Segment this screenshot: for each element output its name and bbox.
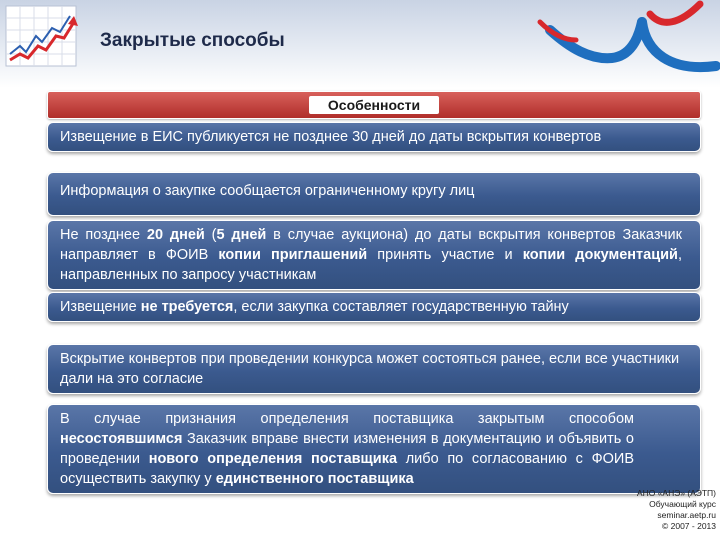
- item-text-segment: Информация о закупке сообщается ограниченному кругу лиц: [60, 183, 475, 199]
- item-text-segment: Не позднее: [60, 227, 147, 243]
- item-text-segment: Заказчик вправе внести изменения в документацию и объявить о проведении: [60, 431, 634, 467]
- feature-item-text: [60, 181, 682, 201]
- emphasis-text: копии документаций: [522, 247, 678, 263]
- feature-item-text: [60, 225, 682, 285]
- credits-line: © 2007 - 2013: [662, 521, 716, 531]
- credits-block: [637, 488, 716, 532]
- item-text-segment: Извещение: [60, 299, 141, 315]
- item-text-segment: в случае аукциона) до даты вскрытия конвертов Заказчик направляет в ФОИВ: [60, 227, 682, 263]
- credits-line: АНО «АНЭ» (АЭТП): [636, 488, 716, 498]
- feature-item-2: [47, 172, 701, 216]
- chart-logo-icon: [2, 2, 82, 72]
- emphasis-text: единственного поставщика: [215, 471, 414, 487]
- emphasis-text: несостоявшимся: [60, 431, 183, 447]
- feature-item-3: [47, 220, 701, 290]
- item-text-segment: Вскрытие конвертов при проведении конкурса может состояться ранее, если все участники дали на это согласие: [60, 351, 680, 387]
- emphasis-text: 20 дней: [146, 227, 205, 243]
- item-text-segment: (: [204, 227, 217, 243]
- feature-item-6: [47, 404, 701, 494]
- item-text-segment: В случае признания определения поставщика закрытым способом: [60, 411, 634, 427]
- emphasis-text: не требуется: [140, 299, 234, 315]
- feature-item-1: [47, 122, 701, 152]
- item-text-segment: либо по согласованию с ФОИВ осуществить закупку у: [60, 451, 634, 487]
- feature-item-5: [47, 344, 701, 394]
- feature-item-text: [60, 127, 682, 147]
- emphasis-text: копии приглашений: [218, 247, 368, 263]
- item-text-segment: , направленных по запросу участникам: [60, 247, 682, 283]
- item-text-segment: , если закупка составляет государственную тайну: [233, 299, 569, 315]
- feature-item-text: [60, 409, 634, 489]
- credits-line: Обучающий курс: [649, 499, 716, 509]
- feature-item-text: [60, 349, 682, 389]
- item-text-segment: принять участие и: [367, 247, 523, 263]
- emphasis-text: нового определения поставщика: [148, 451, 398, 467]
- table-header-bar: [47, 91, 701, 119]
- emphasis-text: 5 дней: [216, 227, 267, 243]
- table-header-label: Особенности: [309, 96, 439, 114]
- swoosh-logo-icon: [530, 0, 720, 88]
- item-text-segment: Извещение в ЕИС публикуется не позднее 30 дней до даты вскрытия конвертов: [60, 129, 602, 145]
- credits-url: seminar.aetp.ru: [657, 510, 716, 520]
- feature-item-text: [60, 297, 682, 317]
- feature-item-4: [47, 292, 701, 322]
- slide-title: Закрытые способы: [100, 30, 285, 51]
